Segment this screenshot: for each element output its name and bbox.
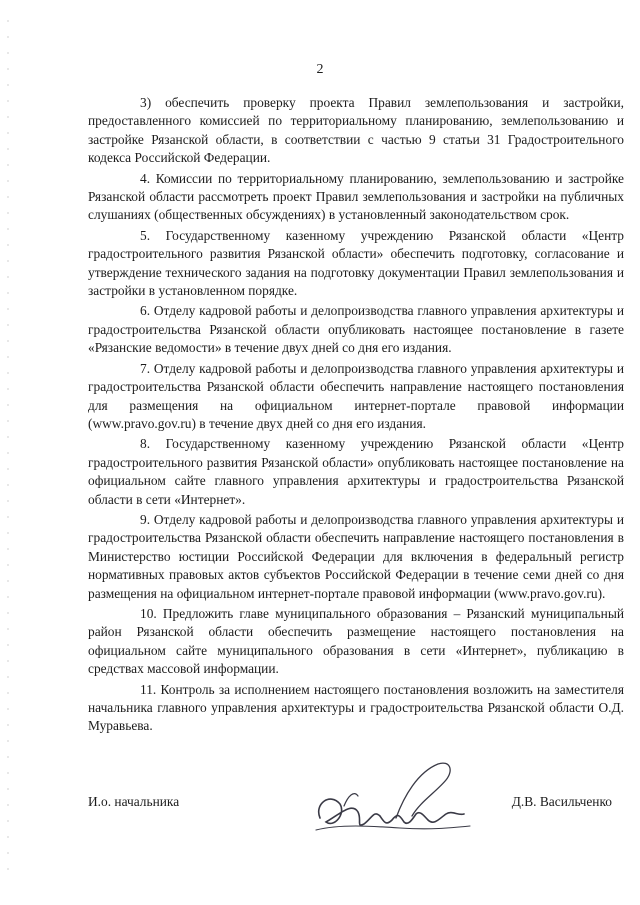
- paragraph-8: 8. Государственному казенному учреждению Рязанской области «Центр градостроительного развития Рязанской области» опубликовать настоящее постановление на официальном сайте главного управления архитектуры и градостроительства Рязанской области в сети «Интернет».: [88, 436, 624, 507]
- handwritten-signature: [300, 756, 480, 846]
- paragraph-11: 11. Контроль за исполнением настоящего постановления возложить на заместителя начальника главного управления архитектуры и градостроительства Рязанской области О.Д. Муравьева.: [88, 681, 624, 734]
- signature-block: [88, 790, 624, 850]
- paragraph-4: 4. Комиссии по территориальному планированию, землепользованию и застройке Рязанской области рассмотреть проект Правил землепользования и застройки на публичных слушаниях (общественных обсуждениях) в установленный законодательством срок.: [88, 170, 624, 223]
- paragraph-6: 6. Отделу кадровой работы и делопроизводства главного управления архитектуры и градостроительства Рязанской области опубликовать настоящее постановление в газете «Рязанские ведомости» в течение двух дней со дня его издания.: [88, 303, 624, 356]
- document-body: [88, 94, 624, 738]
- signatory-position: И.о. начальника: [88, 794, 180, 809]
- paragraph-7: 7. Отделу кадровой работы и делопроизводства главного управления архитектуры и градостроительства Рязанской области обеспечить направление настоящего постановления для размещения на официальном интернет-портале правовой информации (www.pravo.gov.ru) в течение двух дней со дня его издания.: [88, 360, 624, 431]
- signatory-name: Д.В. Васильченко: [511, 794, 612, 809]
- paragraph-3: 3) обеспечить проверку проекта Правил землепользования и застройки, предоставленного комиссией по территориальному планированию, землепользованию и застройке Рязанской области, в соответствии с частью 9 статьи 31 Градостроительного кодекса Российской Федерации.: [88, 95, 624, 166]
- paragraph-5: 5. Государственному казенному учреждению Рязанской области «Центр градостроительного развития Рязанской области» обеспечить подготовку, согласование и утверждение технического задания на подготовку документации Правил землепользования и застройки в установленном порядке.: [88, 227, 624, 299]
- page-number: 2: [316, 62, 324, 77]
- paragraph-10: 10. Предложить главе муниципального образования – Рязанский муниципальный район Рязанской области обеспечить размещение настоящего постановления на официальном сайте муниципального образования в сети «Интернет», публикацию в средствах массовой информации.: [88, 605, 624, 677]
- paragraph-9: 9. Отделу кадровой работы и делопроизводства главного управления архитектуры и градостроительства Рязанской области обеспечить направление настоящего постановления в Министерство юстиции Российской Федерации для включения в федеральный регистр нормативных правовых актов субъектов Российской Федерации в течение семи дней со дня размещения на официальном интернет-портале правовой информации (www.pravo.gov.ru).: [88, 511, 624, 601]
- scan-margin-marks: [6, 20, 10, 880]
